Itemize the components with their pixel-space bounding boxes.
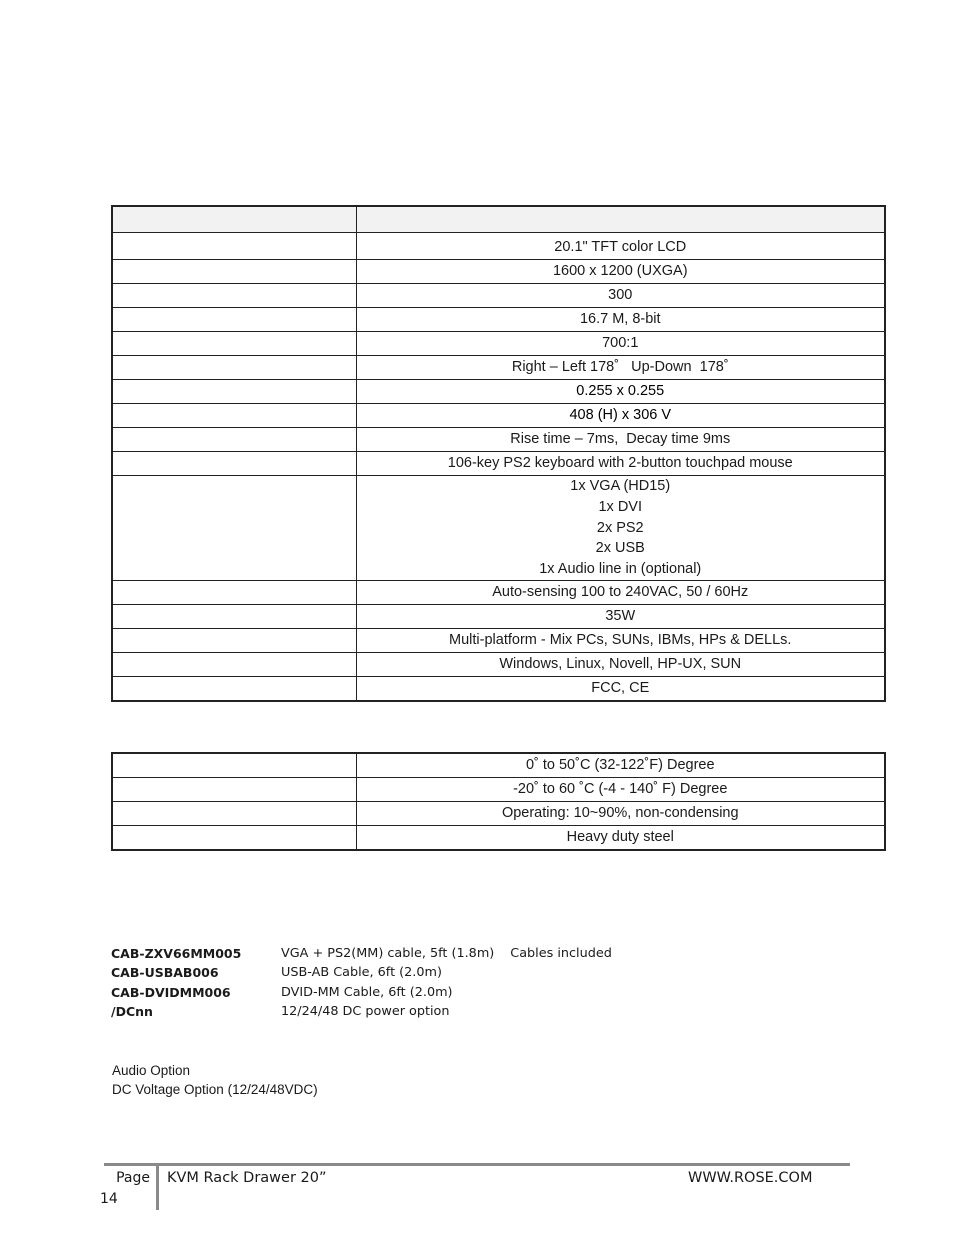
env-value: 0˚ to 50˚C (32-122˚F) Degree: [356, 753, 885, 778]
spec-value: Rise time – 7ms, Decay time 9ms: [356, 428, 885, 452]
footer-page-label: Page: [116, 1170, 150, 1186]
table-row: [112, 284, 885, 308]
spec-header-value: [356, 206, 885, 233]
part-description: USB-AB Cable, 6ft (2.0m): [281, 965, 442, 981]
env-label: [112, 778, 356, 802]
spec-value: 408 (H) x 306 V: [356, 404, 885, 428]
spec-value: 700:1: [356, 332, 885, 356]
spec-label: [112, 628, 356, 652]
connector-line: 1x DVI: [598, 498, 642, 515]
spec-label: [112, 308, 356, 332]
spec-value: 0.255 x 0.255: [356, 380, 885, 404]
spec-label: [112, 676, 356, 701]
spec-label: [112, 452, 356, 476]
footer-vertical-divider: [156, 1163, 159, 1210]
part-number: /DCnn: [111, 1004, 153, 1020]
spec-label: [112, 260, 356, 284]
list-item: [111, 944, 612, 963]
footer-website: WWW.ROSE.COM: [688, 1170, 813, 1186]
footer-document-title: KVM Rack Drawer 20”: [167, 1170, 327, 1186]
table-row: [112, 308, 885, 332]
spec-label: [112, 332, 356, 356]
spec-value: Auto-sensing 100 to 240VAC, 50 / 60Hz: [356, 580, 885, 604]
spec-label: [112, 652, 356, 676]
table-row: [112, 753, 885, 778]
spec-value: 20.1" TFT color LCD: [356, 233, 885, 260]
spec-label: [112, 380, 356, 404]
env-label: [112, 753, 356, 778]
options-list: [112, 1062, 318, 1099]
spec-label: [112, 580, 356, 604]
spec-label: [112, 233, 356, 260]
env-value: -20˚ to 60 ˚C (-4 - 140˚ F) Degree: [356, 778, 885, 802]
table-row: [112, 452, 885, 476]
spec-value: Right – Left 178˚ Up-Down 178˚: [356, 356, 885, 380]
part-description: DVID-MM Cable, 6ft (2.0m): [281, 984, 453, 1000]
part-number: CAB-ZXV66MM005: [111, 946, 242, 961]
spec-label: [112, 284, 356, 308]
environmental-table: [111, 752, 886, 851]
spec-label: [112, 604, 356, 628]
spec-header-row: [112, 206, 885, 233]
env-label: [112, 802, 356, 826]
spec-value: Windows, Linux, Novell, HP-UX, SUN: [356, 652, 885, 676]
spec-value: Multi-platform - Mix PCs, SUNs, IBMs, HPs & DELLs.: [356, 628, 885, 652]
table-row: [112, 604, 885, 628]
spec-label: [112, 428, 356, 452]
spec-value: 1600 x 1200 (UXGA): [356, 260, 885, 284]
footer-divider: [104, 1163, 850, 1166]
env-value: Operating: 10~90%, non-condensing: [356, 802, 885, 826]
connector-line: 2x PS2: [596, 519, 644, 536]
footer-page-number: 14: [100, 1191, 118, 1207]
table-row: [112, 404, 885, 428]
list-item: [111, 1002, 612, 1021]
specifications-table: [111, 205, 886, 702]
part-note: Cables included: [510, 946, 612, 961]
table-row: [112, 476, 885, 581]
spec-value: FCC, CE: [356, 676, 885, 701]
table-row: [112, 778, 885, 802]
table-row: [112, 356, 885, 380]
part-number: CAB-USBAB006: [111, 965, 219, 981]
table-row: [112, 826, 885, 851]
table-row: [112, 380, 885, 404]
option-item: DC Voltage Option (12/24/48VDC): [112, 1081, 318, 1097]
spec-value: 300: [356, 284, 885, 308]
spec-value: 16.7 M, 8-bit: [356, 308, 885, 332]
part-description: 12/24/48 DC power option: [281, 1004, 450, 1020]
connectors-value: [356, 476, 885, 581]
connector-line: 2x USB: [595, 540, 645, 557]
env-value: Heavy duty steel: [356, 826, 885, 851]
spec-label: [112, 356, 356, 380]
table-row: [112, 676, 885, 701]
part-numbers-list: [111, 944, 612, 1022]
part-description: VGA + PS2(MM) cable, 5ft (1.8m): [281, 946, 495, 961]
spec-label: [112, 404, 356, 428]
spec-value: 106-key PS2 keyboard with 2-button touchpad mouse: [356, 452, 885, 476]
table-row: [112, 428, 885, 452]
table-row: [112, 332, 885, 356]
env-label: [112, 826, 356, 851]
option-item: Audio Option: [112, 1063, 191, 1078]
footer-page-block: [100, 1168, 150, 1210]
table-row: [112, 802, 885, 826]
spec-header-label: [112, 206, 356, 233]
table-row: [112, 652, 885, 676]
spec-value: 35W: [356, 604, 885, 628]
list-item: [111, 983, 612, 1002]
connector-line: 1x Audio line in (optional): [539, 561, 702, 578]
table-row: [112, 233, 885, 260]
table-row: [112, 628, 885, 652]
table-row: [112, 580, 885, 604]
table-row: [112, 260, 885, 284]
connector-line: 1x VGA (HD15): [570, 478, 671, 494]
part-number: CAB-DVIDMM006: [111, 984, 231, 1000]
spec-label: [112, 476, 356, 581]
list-item: [111, 963, 612, 982]
